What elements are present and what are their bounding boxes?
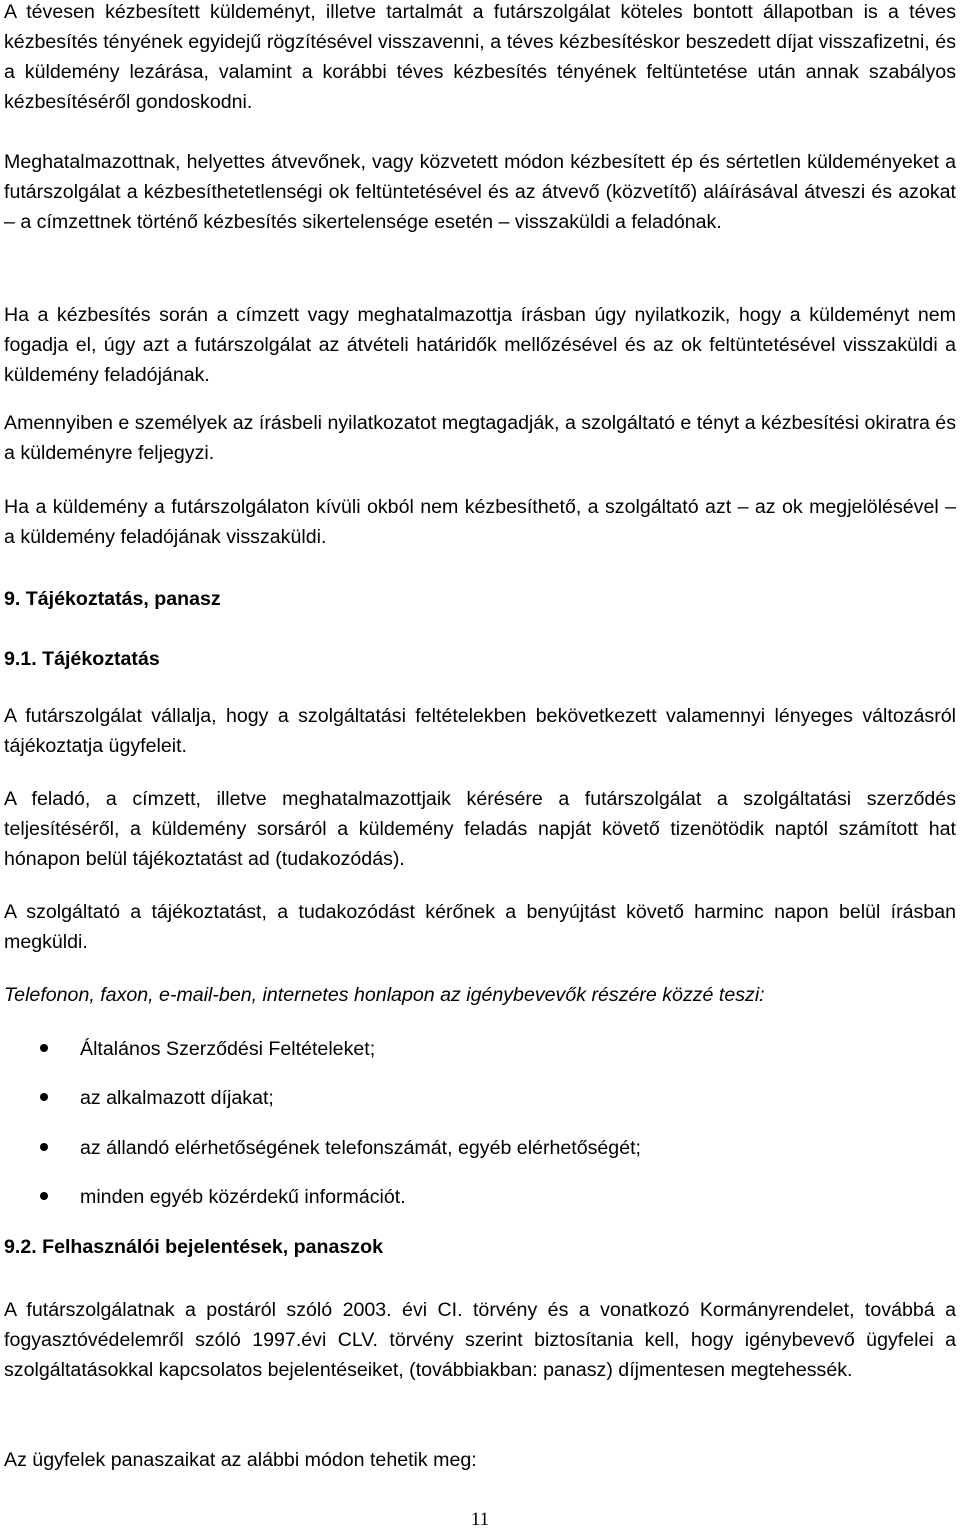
bullet-icon bbox=[40, 1044, 48, 1052]
paragraph-undeliverable: Ha a küldemény a futárszolgálaton kívüli okból nem kézbesíthető, a szolgáltató azt – az ok megjelölésével – a küldemény feladójának visszaküldi. bbox=[4, 496, 956, 548]
paragraph-authorized-recipient: Meghatalmazottnak, helyettes átvevőnek, vagy közvetett módon kézbesített ép és sértetlen küldeményeket a futárszolgálat a kézbesíthetetlenségi ok feltüntetésével és az átvevő (közvetítő) aláírásával átveszi és azokat – a címzettnek történő kézbesítés sikertelensége esetén – visszaküldi a feladónak. bbox=[4, 151, 956, 233]
list-item bbox=[0, 1182, 960, 1212]
list-item bbox=[0, 1034, 960, 1064]
list-item-text: Általános Szerződési Feltételeket; bbox=[80, 1038, 376, 1060]
section-heading-9-2: 9.2. Felhasználói bejelentések, panaszok bbox=[4, 1236, 383, 1258]
bullet-icon bbox=[40, 1093, 48, 1101]
section-heading-9: 9. Tájékoztatás, panasz bbox=[4, 588, 221, 610]
paragraph-erroneous-delivery: A tévesen kézbesített küldeményt, illetve tartalmát a futárszolgálat köteles bontott állapotban is a téves kézbesítés tényének egyidejű rögzítésével visszavenni, a téves kézbesítéskor beszedett díjat visszafizetni, és a küldemény lezárása, valamint a korábbi téves kézbesítés tényének feltüntetése után annak szabályos kézbesítéséről gondoskodni. bbox=[4, 1, 956, 113]
paragraph-complaint-methods: Az ügyfelek panaszaikat az alábbi módon tehetik meg: bbox=[4, 1449, 477, 1471]
list-item-text: az alkalmazott díjakat; bbox=[80, 1087, 274, 1109]
paragraph-publication-channels: Telefonon, faxon, e-mail-ben, internetes honlapon az igénybevevők részére közzé teszi: bbox=[4, 984, 765, 1006]
list-item-text: minden egyéb közérdekű információt. bbox=[80, 1186, 406, 1208]
page-number: 11 bbox=[470, 1509, 490, 1530]
bullet-icon bbox=[40, 1192, 48, 1200]
paragraph-changes-notice: A futárszolgálat vállalja, hogy a szolgáltatási feltételekben bekövetkezett valamennyi lényeges változásról tájékoztatja ügyfeleit. bbox=[4, 705, 956, 757]
section-heading-9-1: 9.1. Tájékoztatás bbox=[4, 648, 160, 670]
bullet-icon bbox=[40, 1143, 48, 1151]
list-item bbox=[0, 1083, 960, 1113]
list-item-text: az állandó elérhetőségének telefonszámát, egyéb elérhetőségét; bbox=[80, 1137, 641, 1159]
paragraph-refusal: Ha a kézbesítés során a címzett vagy meghatalmazottja írásban úgy nyilatkozik, hogy a küldeményt nem fogadja el, úgy azt a futárszolgálat az átvételi határidők mellőzésével és az ok feltüntetésével visszaküldi a küldemény feladójának. bbox=[4, 304, 956, 386]
paragraph-refusal-statement: Amennyiben e személyek az írásbeli nyilatkozatot megtagadják, a szolgáltató e tényt a kézbesítési okiratra és a küldeményre feljegyzi. bbox=[4, 412, 956, 464]
paragraph-inquiry: A feladó, a címzett, illetve meghatalmazottjaik kérésére a futárszolgálat a szolgáltatási szerződés teljesítéséről, a küldemény sorsáról a küldemény feladás napját követő tizenötödik naptól számított hat hónapon belül tájékoztatást ad (tudakozódás). bbox=[4, 788, 956, 870]
paragraph-complaint-law: A futárszolgálatnak a postáról szóló 2003. évi CI. törvény és a vonatkozó Kormányrendelet, továbbá a fogyasztóvédelemről szóló 1997.évi CLV. törvény szerint biztosítania kell, hogy igénybevevő ügyfelei a szolgáltatásokkal kapcsolatos bejelentéseiket, (továbbiakban: panasz) díjmentesen megtehessék. bbox=[4, 1299, 956, 1381]
list-item bbox=[0, 1133, 960, 1163]
paragraph-inquiry-response: A szolgáltató a tájékoztatást, a tudakozódást kérőnek a benyújtást követő harminc napon belül írásban megküldi. bbox=[4, 901, 956, 953]
